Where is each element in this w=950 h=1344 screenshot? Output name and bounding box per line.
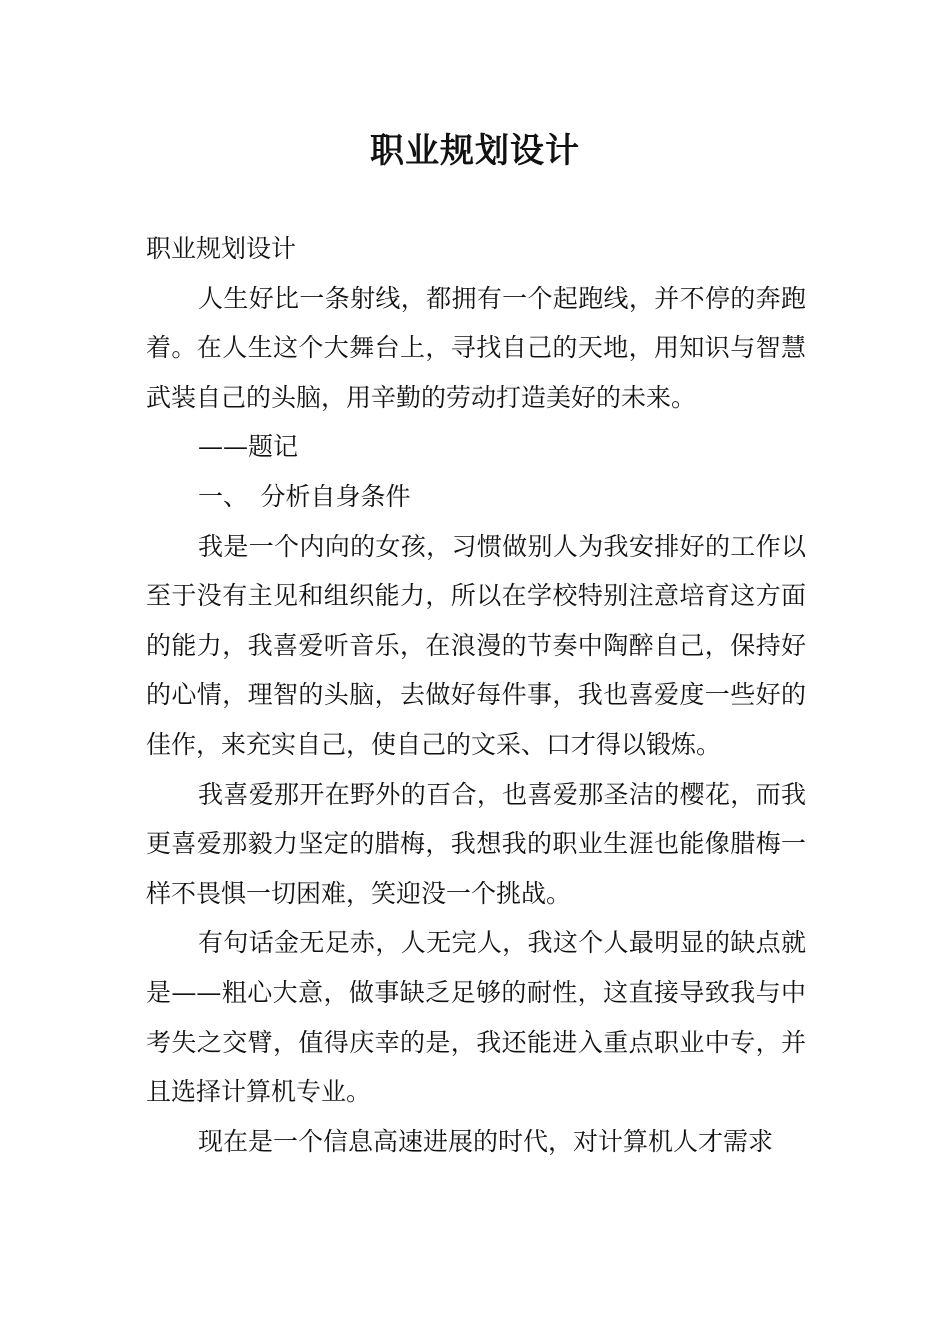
paragraph-self-analysis: 我是一个内向的女孩，习惯做别人为我安排好的工作以至于没有主见和组织能力，所以在学校特别注意培育这方面的能力，我喜爱听音乐，在浪漫的节奏中陶醉自己，保持好的心情，理智的头脑，去做好每件事，我也喜爱度一些好的佳作，来充实自己，使自己的文采、口才得以锻炼。 [146,531,806,759]
document-subtitle: 职业规划设计 [146,234,297,263]
paragraph-flowers: 我喜爱那开在野外的百合，也喜爱那圣洁的樱花，而我更喜爱那毅力坚定的腊梅，我想我的职业生涯也能像腊梅一样不畏惧一切困难，笑迎没一个挑战。 [146,779,806,908]
paragraph-epigraph: ——题记 [198,432,299,462]
section-heading: 一、 分析自身条件 [198,481,411,511]
document-title: 职业规划设计 [370,131,580,171]
paragraph-intro: 人生好比一条射线，都拥有一个起跑线，并不停的奔跑着。在人生这个大舞台上，寻找自己的天地，用知识与智慧武装自己的头脑，用辛勤的劳动打造美好的未来。 [146,283,806,412]
paragraph-shortcomings: 有句话金无足赤，人无完人，我这个人最明显的缺点就是——粗心大意，做事缺乏足够的耐性，这直接导致我与中考失之交臂，值得庆幸的是，我还能进入重点职业中专，并且选择计算机专业。 [146,928,806,1107]
document-body [146,224,806,1166]
paragraph-information-era: 现在是一个信息高速进展的时代，对计算机人才需求 [198,1126,774,1156]
